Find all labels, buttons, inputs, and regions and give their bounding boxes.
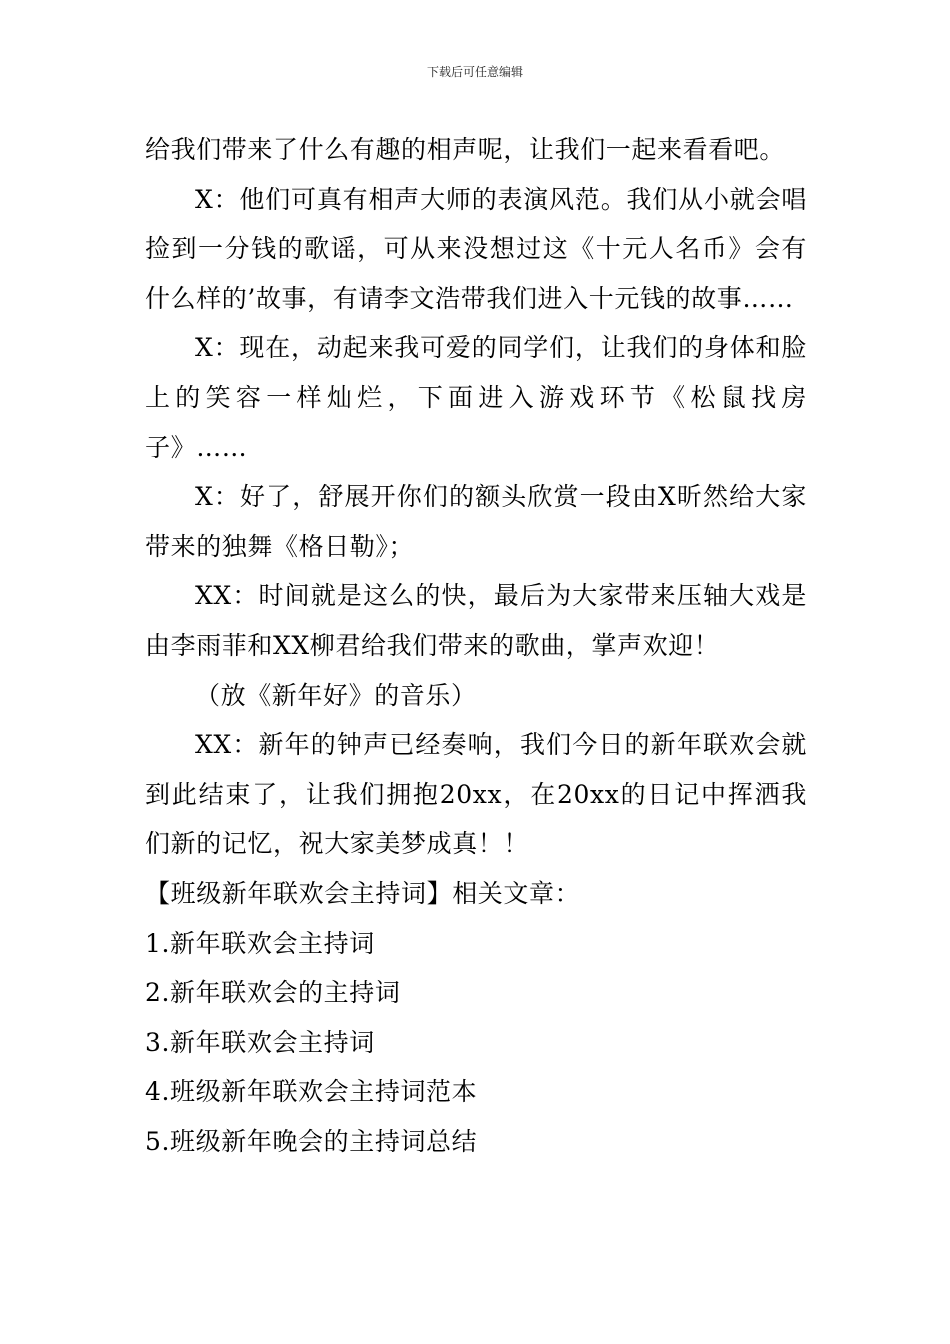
related-article-link[interactable]: 4.班级新年联欢会主持词范本 — [145, 1077, 478, 1107]
paragraph-continuation: 给我们带来了什么有趣的相声呢，让我们一起来看看吧。 — [145, 135, 786, 164]
related-article-link[interactable]: 5.班级新年晚会的主持词总结 — [145, 1126, 478, 1156]
page-header-note: 下载后可任意编辑 — [426, 65, 523, 79]
related-articles-heading: 【班级新年联欢会主持词】相关文章： — [145, 878, 581, 908]
paragraph-finale-intro: XX：时间就是这么的快，最后为大家带来压轴大戏是由李雨菲和XX柳君给我们带来的歌曲，掌声欢迎！ — [145, 581, 807, 660]
paragraph-game-intro: X：现在，动起来我可爱的同学们，让我们的身体和脸上的笑容一样灿烂，下面进入游戏环节《松鼠找房子》…… — [145, 333, 807, 462]
related-article-link[interactable]: 2.新年联欢会的主持词 — [145, 978, 401, 1008]
related-article-link[interactable]: 3.新年联欢会主持词 — [145, 1027, 375, 1057]
paragraph-closing: XX：新年的钟声已经奏响，我们今日的新年联欢会就到此结束了，让我们拥抱20xx，在20xx的日记中挥洒我们新的记忆，祝大家美梦成真！！ — [145, 730, 807, 859]
paragraph-music-note: （放《新年好》的音乐） — [195, 680, 477, 710]
related-article-link[interactable]: 1.新年联欢会主持词 — [145, 928, 375, 958]
paragraph-dance-intro: X：好了，舒展开你们的额头欣赏一段由X昕然给大家带来的独舞《格日勒》； — [145, 482, 807, 561]
paragraph-crosstalk-intro: X：他们可真有相声大师的表演风范。我们从小就会唱捡到一分钱的歌谣，可从来没想过这《十元人名币》会有什么样的’故事，有请李文浩带我们进入十元钱的故事…… — [145, 184, 807, 313]
document-body — [145, 125, 807, 1166]
